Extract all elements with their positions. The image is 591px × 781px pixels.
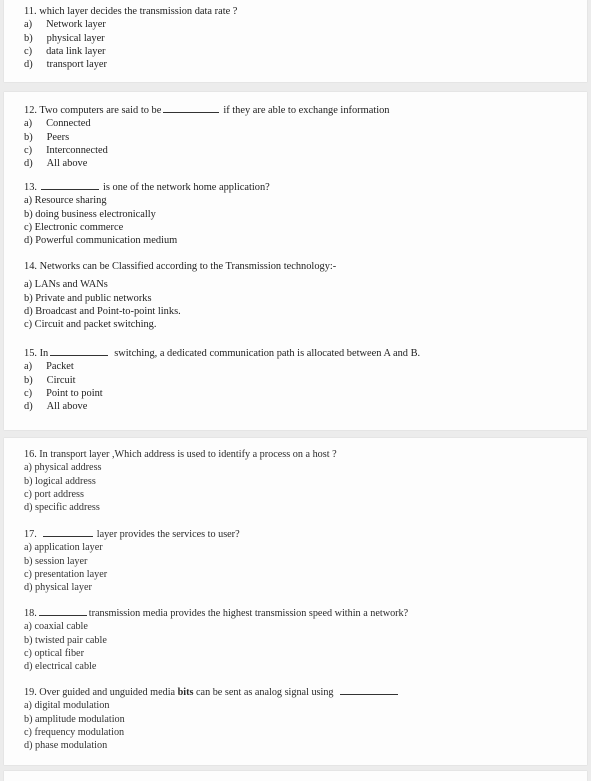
question-17-title: 17. layer provides the services to user? (24, 529, 240, 540)
question-12-title: 12. Two computers are said to be if they are able to exchange information (24, 105, 390, 116)
answer-blank (163, 103, 219, 113)
q16-option-a[interactable]: a) physical address (24, 462, 102, 474)
q13-option-d[interactable]: d) Powerful communication medium (24, 235, 178, 247)
q14-option-c[interactable]: c) Circuit and packet switching. (24, 319, 157, 331)
q11-option-d[interactable]: d) transport layer (24, 59, 107, 71)
q18-option-b[interactable]: b) twisted pair cable (24, 634, 107, 646)
question-card-4 (4, 771, 587, 781)
q14-option-a[interactable]: a) LANs and WANs (24, 279, 108, 291)
q13-option-a[interactable]: a) Resource sharing (24, 195, 107, 207)
question-13 (24, 180, 579, 247)
question-19-title: 19. Over guided and unguided media bits can be sent as analog signal using (24, 685, 579, 699)
answer-blank (340, 685, 398, 695)
answer-blank (43, 527, 93, 537)
q15-option-a[interactable]: a) Packet (24, 361, 74, 373)
question-11 (24, 5, 579, 71)
question-14-title: 14. Networks can be Classified according to the Transmission technology:- (24, 261, 337, 272)
q12-option-c[interactable]: c) Interconnected (24, 144, 108, 156)
q17-option-d[interactable]: d) physical layer (24, 582, 92, 594)
q16-option-d[interactable]: d) specific address (24, 502, 100, 514)
q15-option-d[interactable]: d) All above (24, 401, 88, 413)
q14-option-d[interactable]: d) Broadcast and Point-to-point links. (24, 305, 181, 317)
q17-option-a[interactable]: a) application layer (24, 542, 103, 554)
q19-option-a[interactable]: a) digital modulation (24, 700, 110, 712)
q12-option-a[interactable]: a) Connected (24, 118, 91, 130)
answer-blank (41, 180, 99, 190)
q15-option-c[interactable]: c) Point to point (24, 387, 103, 399)
answer-blank (50, 346, 108, 356)
question-14 (24, 260, 579, 331)
q11-option-b[interactable]: b) physical layer (24, 32, 105, 44)
question-card-3 (4, 438, 587, 765)
q16-option-b[interactable]: b) logical address (24, 475, 96, 487)
question-11-title: 11. which layer decides the transmission data rate ? (24, 6, 238, 17)
q11-option-a[interactable]: a) Network layer (24, 19, 106, 31)
q11-option-c[interactable]: c) data link layer (24, 45, 106, 57)
question-16 (24, 448, 579, 514)
q13-option-c[interactable]: c) Electronic commerce (24, 221, 124, 233)
question-15-title: 15. In switching, a dedicated communication path is allocated between A and B. (24, 348, 421, 359)
q18-option-d[interactable]: d) electrical cable (24, 661, 97, 673)
q15-option-b[interactable]: b) Circuit (24, 374, 76, 386)
question-13-title: 13. is one of the network home application? (24, 182, 270, 193)
question-18 (24, 606, 579, 673)
q18-option-c[interactable]: c) optical fiber (24, 647, 84, 659)
q19-option-c[interactable]: c) frequency modulation (24, 726, 125, 738)
question-18-title: 18. transmission media provides the highest transmission speed within a network? (24, 608, 409, 619)
q17-option-b[interactable]: b) session layer (24, 555, 88, 567)
q19-option-d[interactable]: d) phase modulation (24, 740, 108, 752)
q16-option-c[interactable]: c) port address (24, 488, 84, 500)
q12-option-b[interactable]: b) Peers (24, 131, 70, 143)
question-17 (24, 527, 579, 594)
q12-option-d[interactable]: d) All above (24, 158, 88, 170)
question-card-1 (4, 0, 587, 82)
q18-option-a[interactable]: a) coaxial cable (24, 621, 88, 633)
q13-option-b[interactable]: b) doing business electronically (24, 208, 156, 220)
q14-option-b[interactable]: b) Private and public networks (24, 292, 152, 304)
question-12 (24, 103, 579, 170)
question-16-title: 16. In transport layer ,Which address is used to identify a process on a host ? (24, 449, 337, 460)
q19-option-b[interactable]: b) amplitude modulation (24, 713, 125, 725)
question-15 (24, 346, 579, 413)
q17-option-c[interactable]: c) presentation layer (24, 568, 108, 580)
question-19 (24, 685, 579, 752)
question-card-2 (4, 92, 587, 430)
answer-blank (39, 606, 87, 616)
